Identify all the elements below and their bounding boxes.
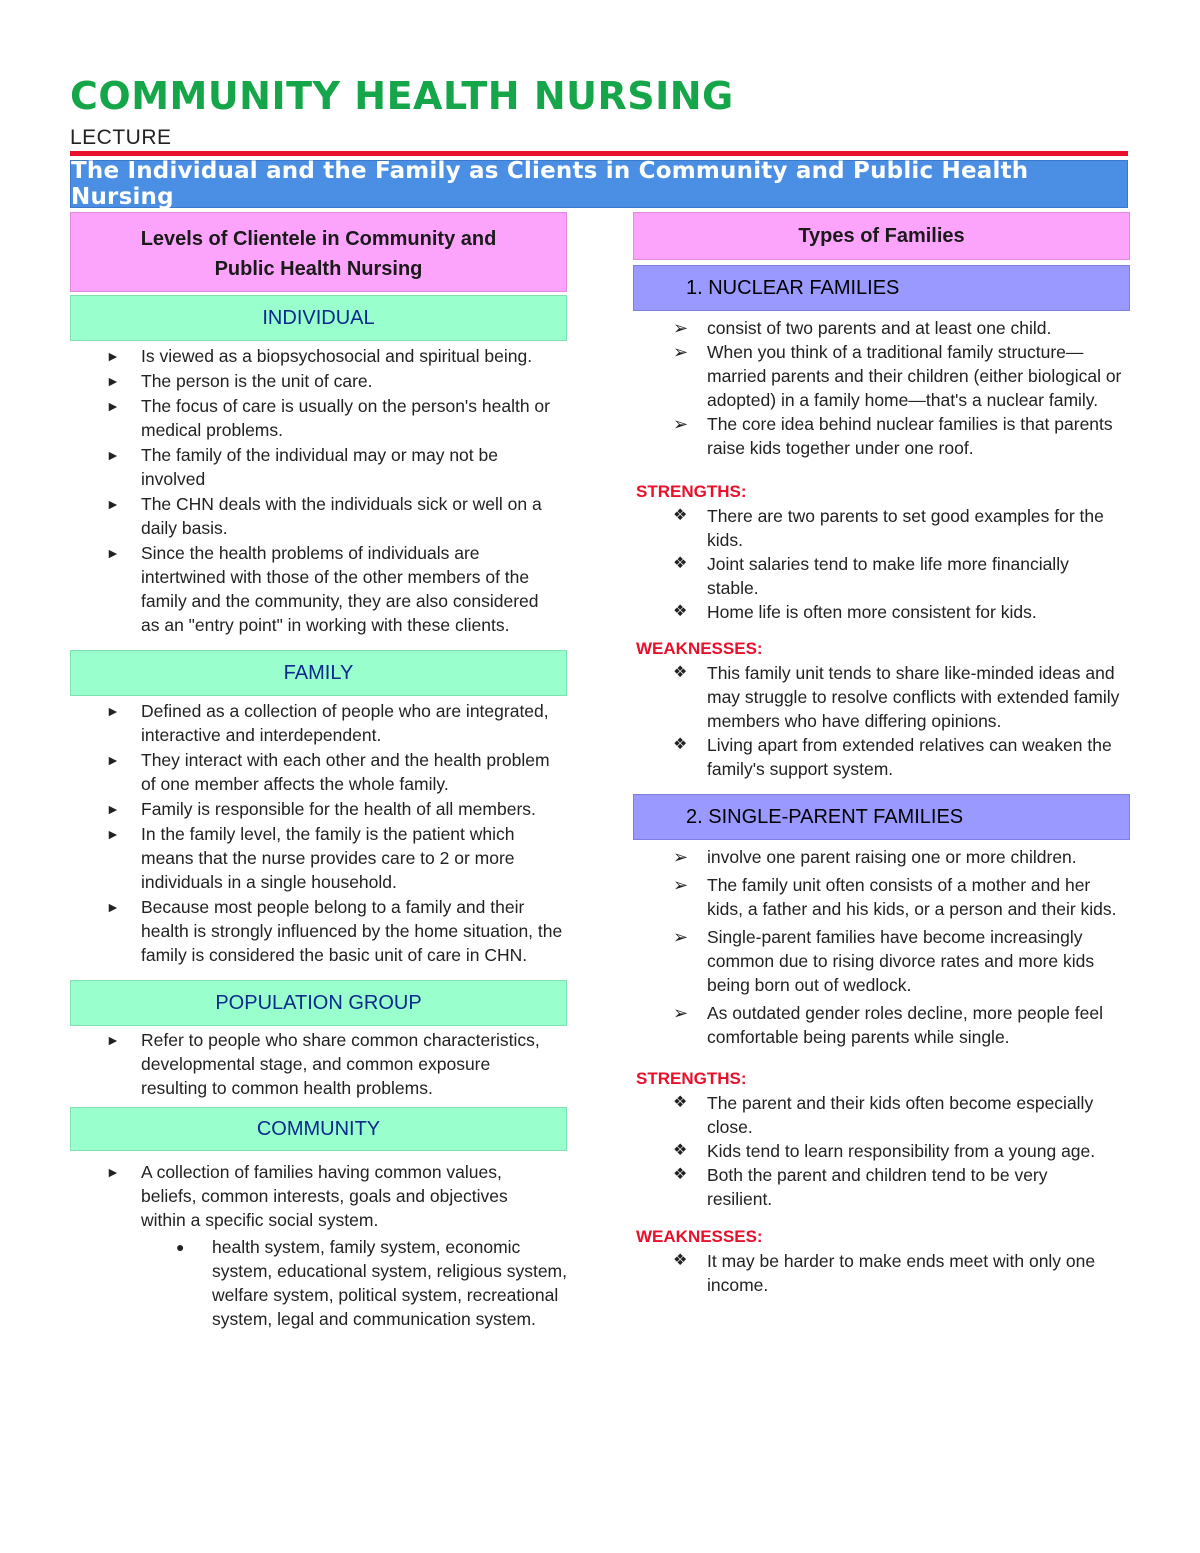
diamond-bullet-icon: ❖ [673,603,688,620]
single-strengths-list [633,1091,1113,1211]
title-rule [70,151,1128,156]
diamond-bullet-icon: ❖ [673,736,688,753]
list-item [70,443,550,491]
list-item-text: The focus of care is usually on the person's health or medical problems. [141,396,550,440]
list-item-text: This family unit tends to share like-minded ideas and may struggle to resolve conflicts with extended family members who have differing opinions. [707,663,1120,731]
individual-heading: INDIVIDUAL [70,295,567,341]
list-item-text: Because most people belong to a family and their health is strongly influenced by the home situation, the family is considered the basic unit of care in CHN. [141,897,563,965]
list-item [633,873,1130,921]
nuclear-strengths-label: STRENGTHS: [636,482,747,501]
triangle-bullet-icon: ► [106,752,120,768]
triangle-bullet-icon: ► [106,496,120,512]
right-column [633,212,1130,1297]
triangle-bullet-icon: ► [106,703,120,719]
single-strengths-label: STRENGTHS: [636,1069,747,1088]
single-parent-list [633,845,1130,1049]
community-heading: COMMUNITY [70,1107,567,1151]
list-item [70,895,564,967]
clientele-heading: Levels of Clientele in Community and Public Health Nursing [70,212,567,292]
list-item-text: consist of two parents and at least one child. [707,318,1052,338]
arrowhead-bullet-icon: ➢ [673,342,689,362]
list-item [70,748,564,796]
family-types-heading: Types of Families [633,212,1130,260]
list-item-text: Joint salaries tend to make life more financially stable. [707,554,1069,598]
triangle-bullet-icon: ► [106,447,120,463]
arrowhead-bullet-icon: ➢ [673,318,689,338]
page-subtitle: LECTURE [70,126,172,149]
list-item-text: Refer to people who share common characteristics, developmental stage, and common exposure resulting to common health problems. [141,1030,540,1098]
list-item [70,344,550,368]
community-sublist [70,1235,567,1331]
list-item [633,1001,1130,1049]
diamond-bullet-icon: ❖ [673,664,688,681]
list-item [633,661,1130,733]
list-item-text: Home life is often more consistent for kids. [707,602,1037,622]
list-item-text: The family of the individual may or may not be involved [141,445,498,489]
list-item [70,1160,550,1232]
list-item-text: They interact with each other and the health problem of one member affects the whole family. [141,750,550,794]
list-item [70,369,550,393]
arrowhead-bullet-icon: ➢ [673,875,689,895]
list-item [70,699,564,747]
list-item-text: It may be harder to make ends meet with only one income. [707,1251,1096,1295]
list-item-text: The family unit often consists of a mother and her kids, a father and his kids, or a person and their kids. [707,875,1117,919]
diamond-bullet-icon: ❖ [673,555,688,572]
single-weaknesses-list [633,1249,1113,1297]
triangle-bullet-icon: ► [106,373,120,389]
list-item [633,1139,1113,1163]
single-weaknesses-label: WEAKNESSES: [636,1227,763,1246]
arrowhead-bullet-icon: ➢ [673,927,689,947]
triangle-bullet-icon: ► [106,1164,120,1180]
list-item-text: Kids tend to learn responsibility from a young age. [707,1141,1096,1161]
nuclear-weaknesses-label: WEAKNESSES: [636,639,763,658]
diamond-bullet-icon: ❖ [673,507,688,524]
list-item-text: The person is the unit of care. [141,371,373,391]
list-item [633,412,1130,460]
list-item [70,822,564,894]
family-heading: FAMILY [70,650,567,696]
triangle-bullet-icon: ► [106,899,120,915]
list-item-text: The CHN deals with the individuals sick or well on a daily basis. [141,494,542,538]
diamond-bullet-icon: ❖ [673,1094,688,1111]
list-item [70,541,550,637]
list-item [70,1028,550,1100]
list-item-text: Living apart from extended relatives can weaken the family's support system. [707,735,1112,779]
diamond-bullet-icon: ❖ [673,1252,688,1269]
list-item-text: involve one parent raising one or more children. [707,847,1077,867]
nuclear-heading: 1. NUCLEAR FAMILIES [633,265,1130,311]
population-list [70,1028,550,1100]
topic-banner: The Individual and the Family as Clients in Community and Public Health Nursing [70,160,1128,208]
list-item [633,1163,1113,1211]
list-item [633,845,1130,869]
list-item [70,797,564,821]
list-item [70,1235,567,1331]
list-item-text: Family is responsible for the health of all members. [141,799,536,819]
nuclear-weaknesses-list [633,661,1130,781]
list-item-text: Single-parent families have become increasingly common due to rising divorce rates and more kids being born out of wedlock. [707,927,1095,995]
dot-bullet-icon: ● [176,1239,185,1255]
single-parent-heading: 2. SINGLE-PARENT FAMILIES [633,794,1130,840]
arrowhead-bullet-icon: ➢ [673,1003,689,1023]
list-item-text: Both the parent and children tend to be very resilient. [707,1165,1048,1209]
list-item-text: The parent and their kids often become especially close. [707,1093,1094,1137]
triangle-bullet-icon: ► [106,348,120,364]
list-item [633,1249,1113,1297]
list-item [70,394,550,442]
arrowhead-bullet-icon: ➢ [673,847,689,867]
triangle-bullet-icon: ► [106,826,120,842]
list-item [633,600,1123,624]
triangle-bullet-icon: ► [106,398,120,414]
arrowhead-bullet-icon: ➢ [673,414,689,434]
list-item-text: health system, family system, economic system, educational system, religious system, welfare system, political system, recreational system, legal and communication system. [212,1237,567,1329]
list-item [633,733,1130,781]
nuclear-list [633,316,1130,460]
list-item [633,925,1130,997]
page-title: COMMUNITY HEALTH NURSING [70,74,734,118]
triangle-bullet-icon: ► [106,1032,120,1048]
list-item-text: As outdated gender roles decline, more people feel comfortable being parents while single. [707,1003,1103,1047]
list-item [633,552,1123,600]
list-item-text: Is viewed as a biopsychosocial and spiritual being. [141,346,533,366]
triangle-bullet-icon: ► [106,801,120,817]
list-item-text: A collection of families having common values, beliefs, common interests, goals and objectives within a specific social system. [141,1162,508,1230]
population-heading: POPULATION GROUP [70,980,567,1026]
left-column [70,212,567,1331]
diamond-bullet-icon: ❖ [673,1166,688,1183]
list-item [70,492,550,540]
triangle-bullet-icon: ► [106,545,120,561]
nuclear-strengths-list [633,504,1123,624]
individual-list [70,344,550,637]
list-item-text: The core idea behind nuclear families is that parents raise kids together under one roof. [707,414,1113,458]
list-item-text: There are two parents to set good examples for the kids. [707,506,1104,550]
family-list [70,699,564,967]
list-item-text: Since the health problems of individuals are intertwined with those of the other members of the family and the community, they are also considered as an "entry point" in working with these clients. [141,543,539,635]
list-item [633,504,1123,552]
list-item-text: Defined as a collection of people who are integrated, interactive and interdependent. [141,701,549,745]
list-item [633,316,1130,340]
list-item-text: In the family level, the family is the patient which means that the nurse provides care to 2 or more individuals in a single household. [141,824,515,892]
diamond-bullet-icon: ❖ [673,1142,688,1159]
list-item [633,340,1130,412]
list-item-text: When you think of a traditional family structure—married parents and their children (either biological or adopted) in a family home—that's a nuclear family. [707,342,1122,410]
community-list [70,1160,550,1232]
list-item [633,1091,1113,1139]
